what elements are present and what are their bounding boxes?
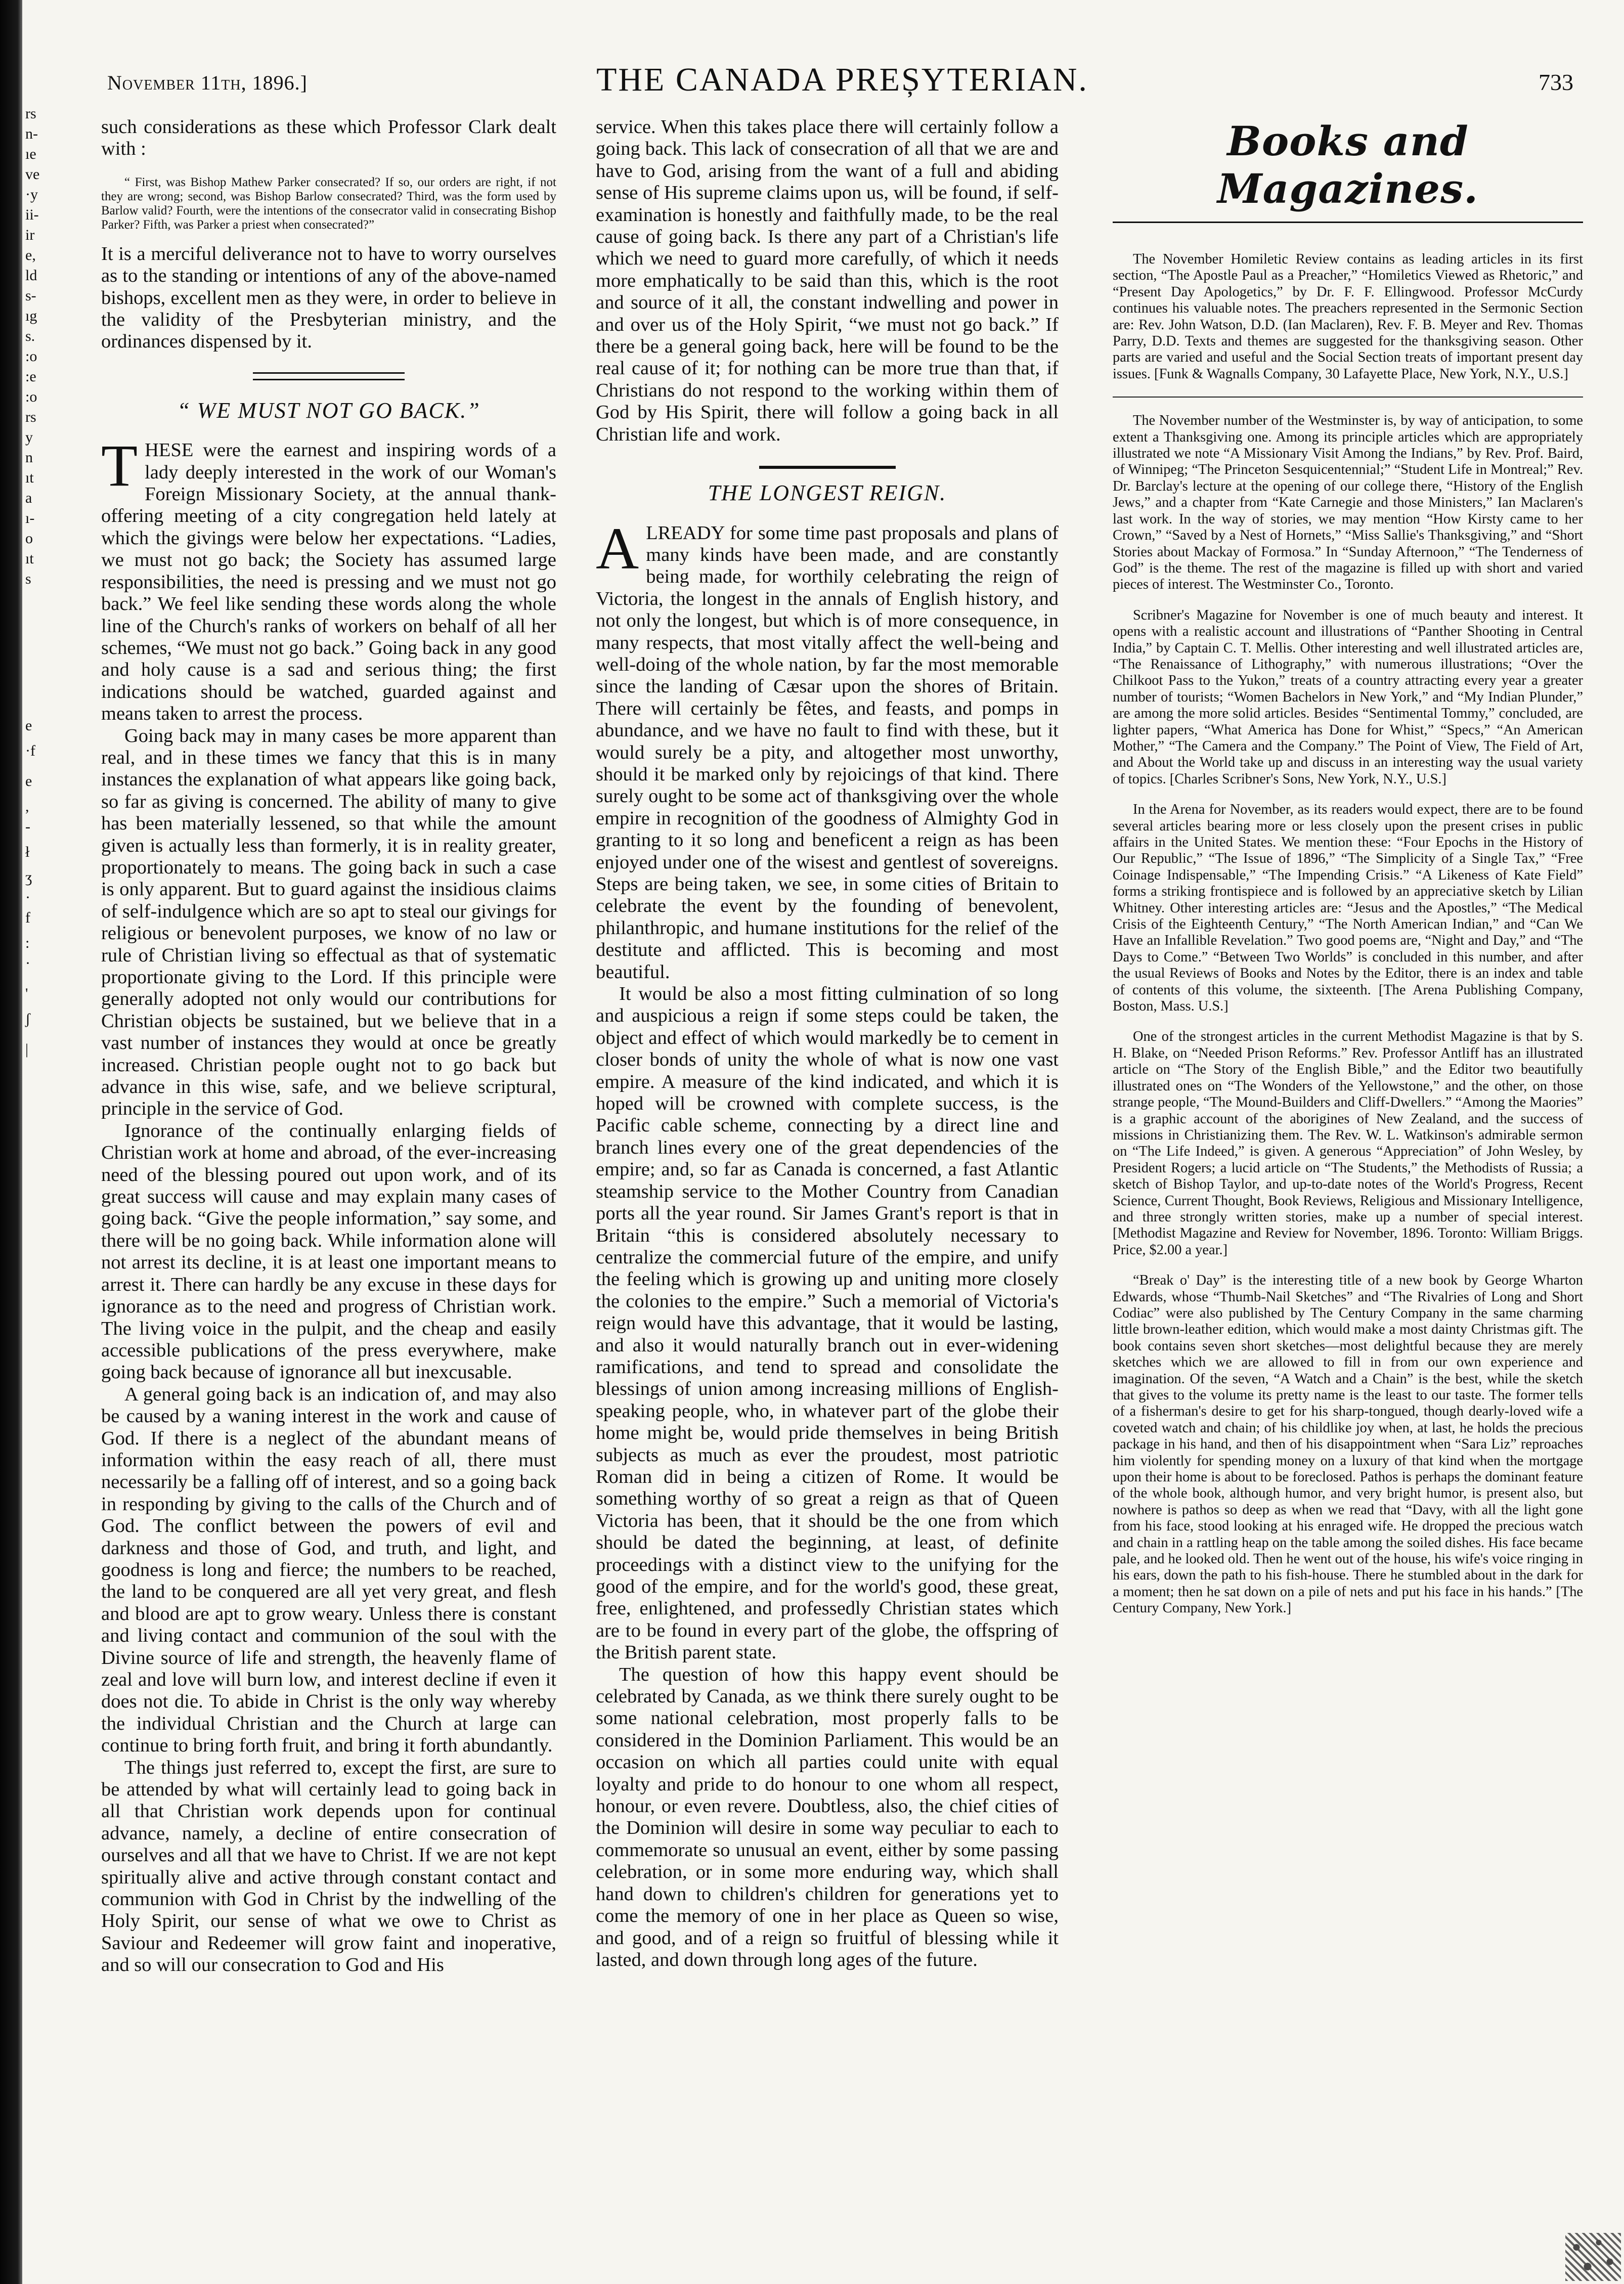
margin-fragment: e xyxy=(25,773,32,789)
paragraph xyxy=(101,432,556,725)
books-and-magazines-heading: Books and Magazines. xyxy=(1217,117,1478,212)
margin-fragment: ʒ xyxy=(25,869,32,886)
margin-fragment: ' xyxy=(25,985,28,1002)
page-number: 733 xyxy=(1539,69,1573,95)
margin-fragment: :o xyxy=(25,388,37,405)
margin-fragment: : xyxy=(25,935,30,951)
margin-fragment: e xyxy=(25,717,32,734)
margin-fragment: , xyxy=(25,798,29,815)
margin-fragment: ıt xyxy=(25,469,34,486)
margin-fragment: · xyxy=(25,955,30,972)
section-title: “ WE MUST NOT GO BACK.” xyxy=(177,398,480,423)
paragraph xyxy=(596,515,1059,984)
margin-fragment: ·y xyxy=(25,186,38,203)
margin-fragment: ve xyxy=(25,166,40,183)
margin-fragment: f xyxy=(25,909,30,926)
margin-fragment: y xyxy=(25,429,33,446)
margin-fragment: rs xyxy=(25,409,36,425)
margin-fragment: ı- xyxy=(25,510,35,526)
paragraph: It is a merciful deliverance not to have to worry ourselves as to the standing or intentions of any of the above-named bishops, excellent men as they were, in order to believe in the validity of the Presbyterian ministry, and the ordinances dispensed by it. xyxy=(101,243,556,353)
margin-fragment: :o xyxy=(25,348,37,365)
drop-cap: T xyxy=(101,432,138,499)
margin-fragment: ł xyxy=(25,844,30,860)
page-header xyxy=(101,61,1584,106)
review-item: One of the strongest articles in the current Methodist Magazine is that by S. H. Blake, on “Needed Prison Reforms.” Rev. Professor Antliff has an illustrated article on “The Story of the English Bible,” and the Editor two beautifully illustrated ones on “The Wonders of the Yellowstone,” and the other, on those strange people, “The Mound-Builders and Cliff-Dwellers.” “Among the Maories” is a graphic account of the aborigines of New Zealand, and the success of missions in Christianizing them. The Rev. W. L. Watkinson's admirable sermon on “The Life Indeed,” is given. A generous “Appreciation” of John Wesley, by President Rogers; a lucid article on “The Students,” the Methodists of Russia; a sketch of Bishop Taylor, and up-to-date notes of the World's Progress, Recent Science, Current Thought, Book Reviews, Religious and Missionary Intelligence, and three strongly written stories, make up a number of special interest. [Methodist Magazine and Review for November, 1896. Toronto: William Briggs. Price, $2.00 a year.] xyxy=(1113,1029,1583,1258)
newspaper-title: THE CANADA PREȘYTERIAN. xyxy=(596,61,1088,98)
paragraph: It would be also a most fitting culmination of so long and auspicious a reign if some steps could be taken, the object and effect of which would markedly be to cement in closer bonds of unity the whole of what is now one vast empire. A measure of the kind indicated, and which it is hoped will be crowned with complete success, is the Pacific cable scheme, connecting by a direct line and branch lines every one of the great dependencies of the empire; and, so far as Canada is concerned, a fast Atlantic steamship service to the Mother Country from Canadian ports all the year round. Sir James Grant's report is that in Britain “this is considered absolutely necessary to centralize the commercial future of the empire, and unify the feeling which is growing up and uniting more closely the colonies to the empire.” Such a memorial of Victoria's reign would have this advantage, that it would be lasting, and also it would naturally branch out in ever-widening ramifications, and tend to spread and consolidate the blessings of union among increasing millions of English-speaking people, who, in whatever part of the globe their home might be, would pride themselves in being British subjects as much as ever the proudest, most patriotic Roman did in being a citizen of Rome. It would be something worthy of so great a reign as that of Queen Victoria has been, that it should be the one from which should be dated the beginning, at least, of definite proceedings with a distinct view to the unifying for the good of the empire, and for the world's good, these great, free, enlightened, and professedly Christian states which are to be found in every part of the globe, the offspring of the British parent state. xyxy=(596,983,1059,1663)
review-item: The November number of the Westminster is, by way of anticipation, to some extent a Thanksgiving one. Among its principle articles which are appropriately illustrated we note “A Missionary Visit Among the Indians,” by Rev. Prof. Baird, of Winnipeg; “The Princeton Sesquicentennial;” “Student Life in Montreal;” Rev. Dr. Barclay's lecture at the opening of our college there, “History of the English Jews,” and a chapter from “Kate Carnegie and those Ministers,” Ian Maclaren's last work. In the way of stories, we may mention “How Kirsty came to her Crown,” “Saved by a Nest of Hornets,” “Miss Sallie's Thanksgiving,” and “Short Stories about Mackay of Formosa.” In “Sunday Afternoon,” “The Tenderness of God” is the theme. The rest of the magazine is filled up with short and varied pieces of interest. The Westminster Co., Toronto. xyxy=(1113,413,1583,593)
review-item: The November Homiletic Review contains as leading articles in its first section, “The Apostle Paul as a Preacher,” “Homiletics Viewed as Rhetoric,” and “Present Day Apologetics,” by Dr. F. F. Ellingwood. Professor McCurdy continues his valuable notes. The preachers represented in the Sermonic Section are: Rev. John Watson, D.D. (Ian Maclaren), Rev. F. B. Meyer and Rev. Thomas Parry, D.D. Texts and themes are suggested for the thanksgiving season. Other parts are varied and useful and the Social Section treats of important present day issues. [Funk & Wagnalls Company, 30 Lafayette Place, New York, N.Y., U.S.] xyxy=(1113,251,1583,382)
margin-fragment: s- xyxy=(25,287,36,304)
review-item: “Break o' Day” is the interesting title of a new book by George Wharton Edwards, whose “Thumb-Nail Sketches” and “The Rivalries of Long and Short Codiac” were also published by The Century Company in the same charming little brown-leather edition, which would make a most dainty Christmas gift. The book contains seven short sketches—most delightful because they are merely sketches which we are allowed to fill in from our own experience and imagination. Of the seven, “A Watch and a Chain” is the best, while the sketch that gives to the volume its pretty name is the least to our taste. The former tells of a fisherman's desire to get for his sharp-tongued, though dearly-loved wife a coveted watch and chain; of his childlike joy when, at last, he holds the precious package in his hand, and then of his disappointment when “Sara Liz” reproaches him violently for spending money on a luxury of that kind when the mortgage upon their home is about to be foreclosed. Pathos is perhaps the dominant feature of the whole book, although humor, and very bright humor, is present also, but nowhere is pathos so deep as when we read that “Davy, with all the light gone from his face, stood looking at his enraged wife. He dropped the precious watch and chain in a rattling heap on the table among the soiled dishes. His face became pale, and he looked old. Then he went out of the house, his wife's voice ringing in his ears, down the path to his fish-house. There he stumbled about in the dark for a moment; then he sat down on a pile of nets and put his face in his hands.” [The Century Company, New York.] xyxy=(1113,1272,1583,1616)
issue-date: November 11th, 1896.] xyxy=(107,71,308,94)
paragraph-text: LREADY for some time past proposals and plans of many kinds have been made, and are constantly being made, for worthily celebrating the reign of Victoria, the longest in the annals of English history, and not only the longest, but which is of more consequence, in many respects, that most vitally affect the well-being and well-doing of the whole nation, by far the most memorable since the landing of Cæsar upon the shores of Britain. There will certainly be fêtes, and feasts, and pomps in abundance, and we have no fault to find with these, but it would surely be a pity, and altogether most unworthy, should it be marked only by rejoicings of that kind. There surely ought to be some act of thanksgiving over the whole empire in recognition of the goodness of Almighty God in granting to it so long and beneficent a reign as has been enjoyed under one of the wisest and gentlest of sovereigns. Steps are being taken, we see, in some cities of Britain to celebrate the event by the founding of benevolent, philanthropic, and humane institutions for the relief of the destitute and afflicted. This is becoming and most beautiful. xyxy=(596,522,1059,983)
heading-rule xyxy=(1113,222,1583,223)
paragraph-text: HESE were the earnest and inspiring words of a lady deeply interested in the work of our Woman's Foreign Missionary Society, at the annual thank-offering meeting of a city congregation held lately at which the givings were below her expectations. “Ladies, we must not go back; the Society has assumed large responsibilities, the need is pressing and we must not go back.” We feel like sending these words along the whole line of the Church's ranks of workers on behalf of all her schemes, “We must not go back.” Going back in any good and holy cause is a sad and serious thing; the first indications should be watched, guarded against and means taken to arrest the process. xyxy=(101,440,556,725)
section-divider xyxy=(759,466,896,469)
page-binding-edge xyxy=(0,0,22,2284)
section-divider xyxy=(253,372,405,380)
margin-fragment: ir xyxy=(25,227,35,243)
paragraph: A general going back is an indication of, and may also be caused by a waning interest in the work and cause of God. If there is a neglect of the abundant means of information within the easy reach of all, there must necessarily be a falling off of interest, and so a going back in responding by giving to the calls of the Church and of God. The conflict between the powers of evil and darkness and those of God, and truth, and light, and goodness is long and fierce; the numbers to be reached, the land to be conquered are all yet very great, and flesh and blood are apt to grow weary. Unless there is constant and living contact and communion of the soul with the Divine source of life and strength, the heavenly flame of zeal and love will burn low, and interest decline if even it does not die. To abide in Christ is the only way whereby the individual Christian and the Church at large can continue to bring forth fruit, and bring it forth abundantly. xyxy=(101,1383,556,1756)
column-middle xyxy=(596,116,1059,1971)
block-quote: “ First, was Bishop Mathew Parker consecrated? If so, our orders are right, if not they are wrong; second, was Bishop Barlow consecrated? Third, was the form used by Barlow valid? Fourth, were the intentions of the consecrator valid in consecrating Bishop Parker? Fifth, was Parker a priest when consecrated?” xyxy=(101,175,556,232)
margin-fragment: o xyxy=(25,530,33,547)
margin-fragment: n xyxy=(25,449,33,466)
paragraph: Ignorance of the continually enlarging fields of Christian work at home and abroad, of the ever-increasing need of the blessing poured out upon work, and of its great success will cause and may explain many cases of going back. “Give the people information,” say some, and there will be no going back. While information alone will not arrest its decline, it is at least one important means to arrest it. There can hardly be any excuse in these days for ignorance as to the need and progress of Christian work. The living voice in the pulpit, and the cheap and easily accessible publications of the press everywhere, make going back because of ignorance all but inexcusable. xyxy=(101,1120,556,1383)
review-item: In the Arena for November, as its readers would expect, there are to be found several articles bearing more or less closely upon the present crises in public affairs in the United States. We mention these: “Four Epochs in the History of Our Republic,” “The Issue of 1896,” “The Simplicity of a Single Tax,” “Free Coinage Indispensable,” “The Impending Crisis.” “A Likeness of Kate Field” forms a striking frontispiece and is followed by an appreciative sketch by Lilian Whitney. Other interesting articles are: “Jesus and the Apostles,” “The Medical Crisis of the Eighteenth Century,” “The North American Indian,” and “Can We Have an Infallible Revelation.” Two good poems are, “Night and Day,” and “The Days to Come.” “Between Two Worlds” is concluded in this number, and after the usual Reviews of Books and Notes by the Editor, there is an index and table of contents of this volume, the sixteenth. [The Arena Publishing Company, Boston, Mass. U.S.] xyxy=(1113,802,1583,1015)
reviews-list xyxy=(1113,251,1583,1617)
margin-fragment: ıg xyxy=(25,308,37,324)
margin-fragment: ıe xyxy=(25,146,36,162)
section-title: THE LONGEST REIGN. xyxy=(708,480,947,506)
paragraph: The things just referred to, except the first, are sure to be attended by what will certainly lead to going back in all that Christian work depends upon for continual advance, namely, a decline of entire consecration of ourselves and all that we have to Christ. If we are not kept spiritually alive and active through constant contact and communion with God in Christ by the indwelling of the Holy Spirit, our sense of what we owe to Christ as Saviour and Redeemer will grow faint and inoperative, and so will our consecration to God and His xyxy=(101,1756,556,1976)
margin-fragment: - xyxy=(25,818,30,835)
margin-fragment: ʃ xyxy=(25,1011,30,1027)
margin-fragment: a xyxy=(25,490,32,506)
review-divider xyxy=(1113,397,1583,398)
column-right xyxy=(1113,116,1583,1631)
review-item: Scribner's Magazine for November is one of much beauty and interest. It opens with a realistic account and illustrations of “Panther Shooting in Central India,” by Captain C. T. Mellis. Other interesting and well illustrated articles are, “The Renaissance of Lithography,” with numerous illustrations; “Over the Chilkoot Pass to the Yukon,” treats of a country attracting every year a greater number of tourists; “Women Bachelors in New York,” and “My Indian Plunder,” are among the more solid articles. Besides “Sentimental Tommy,” concluded, are lighter papers, “What America has Done for Whist,” “Specs,” “An American Mother,” “The Camera and the Company.” The Point of View, The Field of Art, and About the World take up and discuss in an interesting way the usual variety of topics. [Charles Scribner's Sons, New York, N.Y., U.S.] xyxy=(1113,607,1583,787)
margin-fragment: s. xyxy=(25,328,35,344)
column-left xyxy=(101,116,556,1976)
margin-fragment: rs xyxy=(25,105,36,122)
margin-fragment: ıt xyxy=(25,550,34,567)
margin-fragment: ·f xyxy=(25,742,35,759)
intro-text: such considerations as these which Professor Clark dealt with : xyxy=(101,116,556,160)
margin-fragment: · xyxy=(25,889,30,906)
margin-fragment: | xyxy=(25,1041,29,1058)
margin-fragment: e, xyxy=(25,247,36,263)
margin-fragment: s xyxy=(25,570,31,587)
paragraph: service. When this takes place there will certainly follow a going back. This lack of consecration of all that we are and have to God, arising from the want of a full and abiding sense of His supreme claims upon us, will be found, if self-examination is honestly and faithfully made, to be the real cause of going back. Is there any part of a Christian's life which we need to guard more carefully, of which it needs more emphatically to be said than this, which is the root and source of it all, the constant indwelling and power in and over us of the Holy Spirit, “we must not go back.” If there be a general going back, here will be found to be the real cause of it; for nothing can be more true than that, if Christians do not respond to the working within them of God by His Spirit, there will follow a going back in all Christian life and work. xyxy=(596,116,1059,445)
margin-fragment: ii- xyxy=(25,206,39,223)
drop-cap: A xyxy=(596,515,639,582)
paragraph: The question of how this happy event should be celebrated by Canada, as we think there surely ought to be some national celebration, most properly falls to be considered in the Dominion Parliament. This would be an occasion on which all parties could unite with equal loyalty and pride to do honour to one whom all respect, honour, or even revere. Doubtless, also, the chief cities of the Dominion will desire in some way peculiar to each to commemorate so unusual an event, either by some passing celebration, or in some more enduring way, which shall hand down to children's children for generations yet to come the memory of one in her place as Queen so wise, and good, and of a reign so fruitful of blessing while it lasted, and down through long ages of the future. xyxy=(596,1663,1059,1970)
margin-fragment: n- xyxy=(25,125,38,142)
margin-fragment: :e xyxy=(25,368,36,385)
print-noise-mark xyxy=(1565,2233,1621,2281)
paragraph: Going back may in many cases be more apparent than real, and in these times we fancy that this is in many instances the explanation of what appears like going back, so far as giving is concerned. The ability of many to give has been materially lessened, so that while the amount given is actually less than formerly, it is in reality greater, proportionately to means. The going back in such a case is only apparent. But to guard against the insidious claims of self-indulgence which are so apt to steal our givings for religious or benevolent purposes, we know of no law or rule of Christian living so effectual as that of systematic proportionate giving to the Lord. If this principle were generally adopted not only would our contributions for Christian objects be sustained, but we believe that in a vast number of instances they would at once be greatly increased. Christian people ought not to go back but advance in this wise, safe, and we believe scriptural, principle in the service of God. xyxy=(101,725,556,1120)
margin-fragment: ld xyxy=(25,267,37,284)
